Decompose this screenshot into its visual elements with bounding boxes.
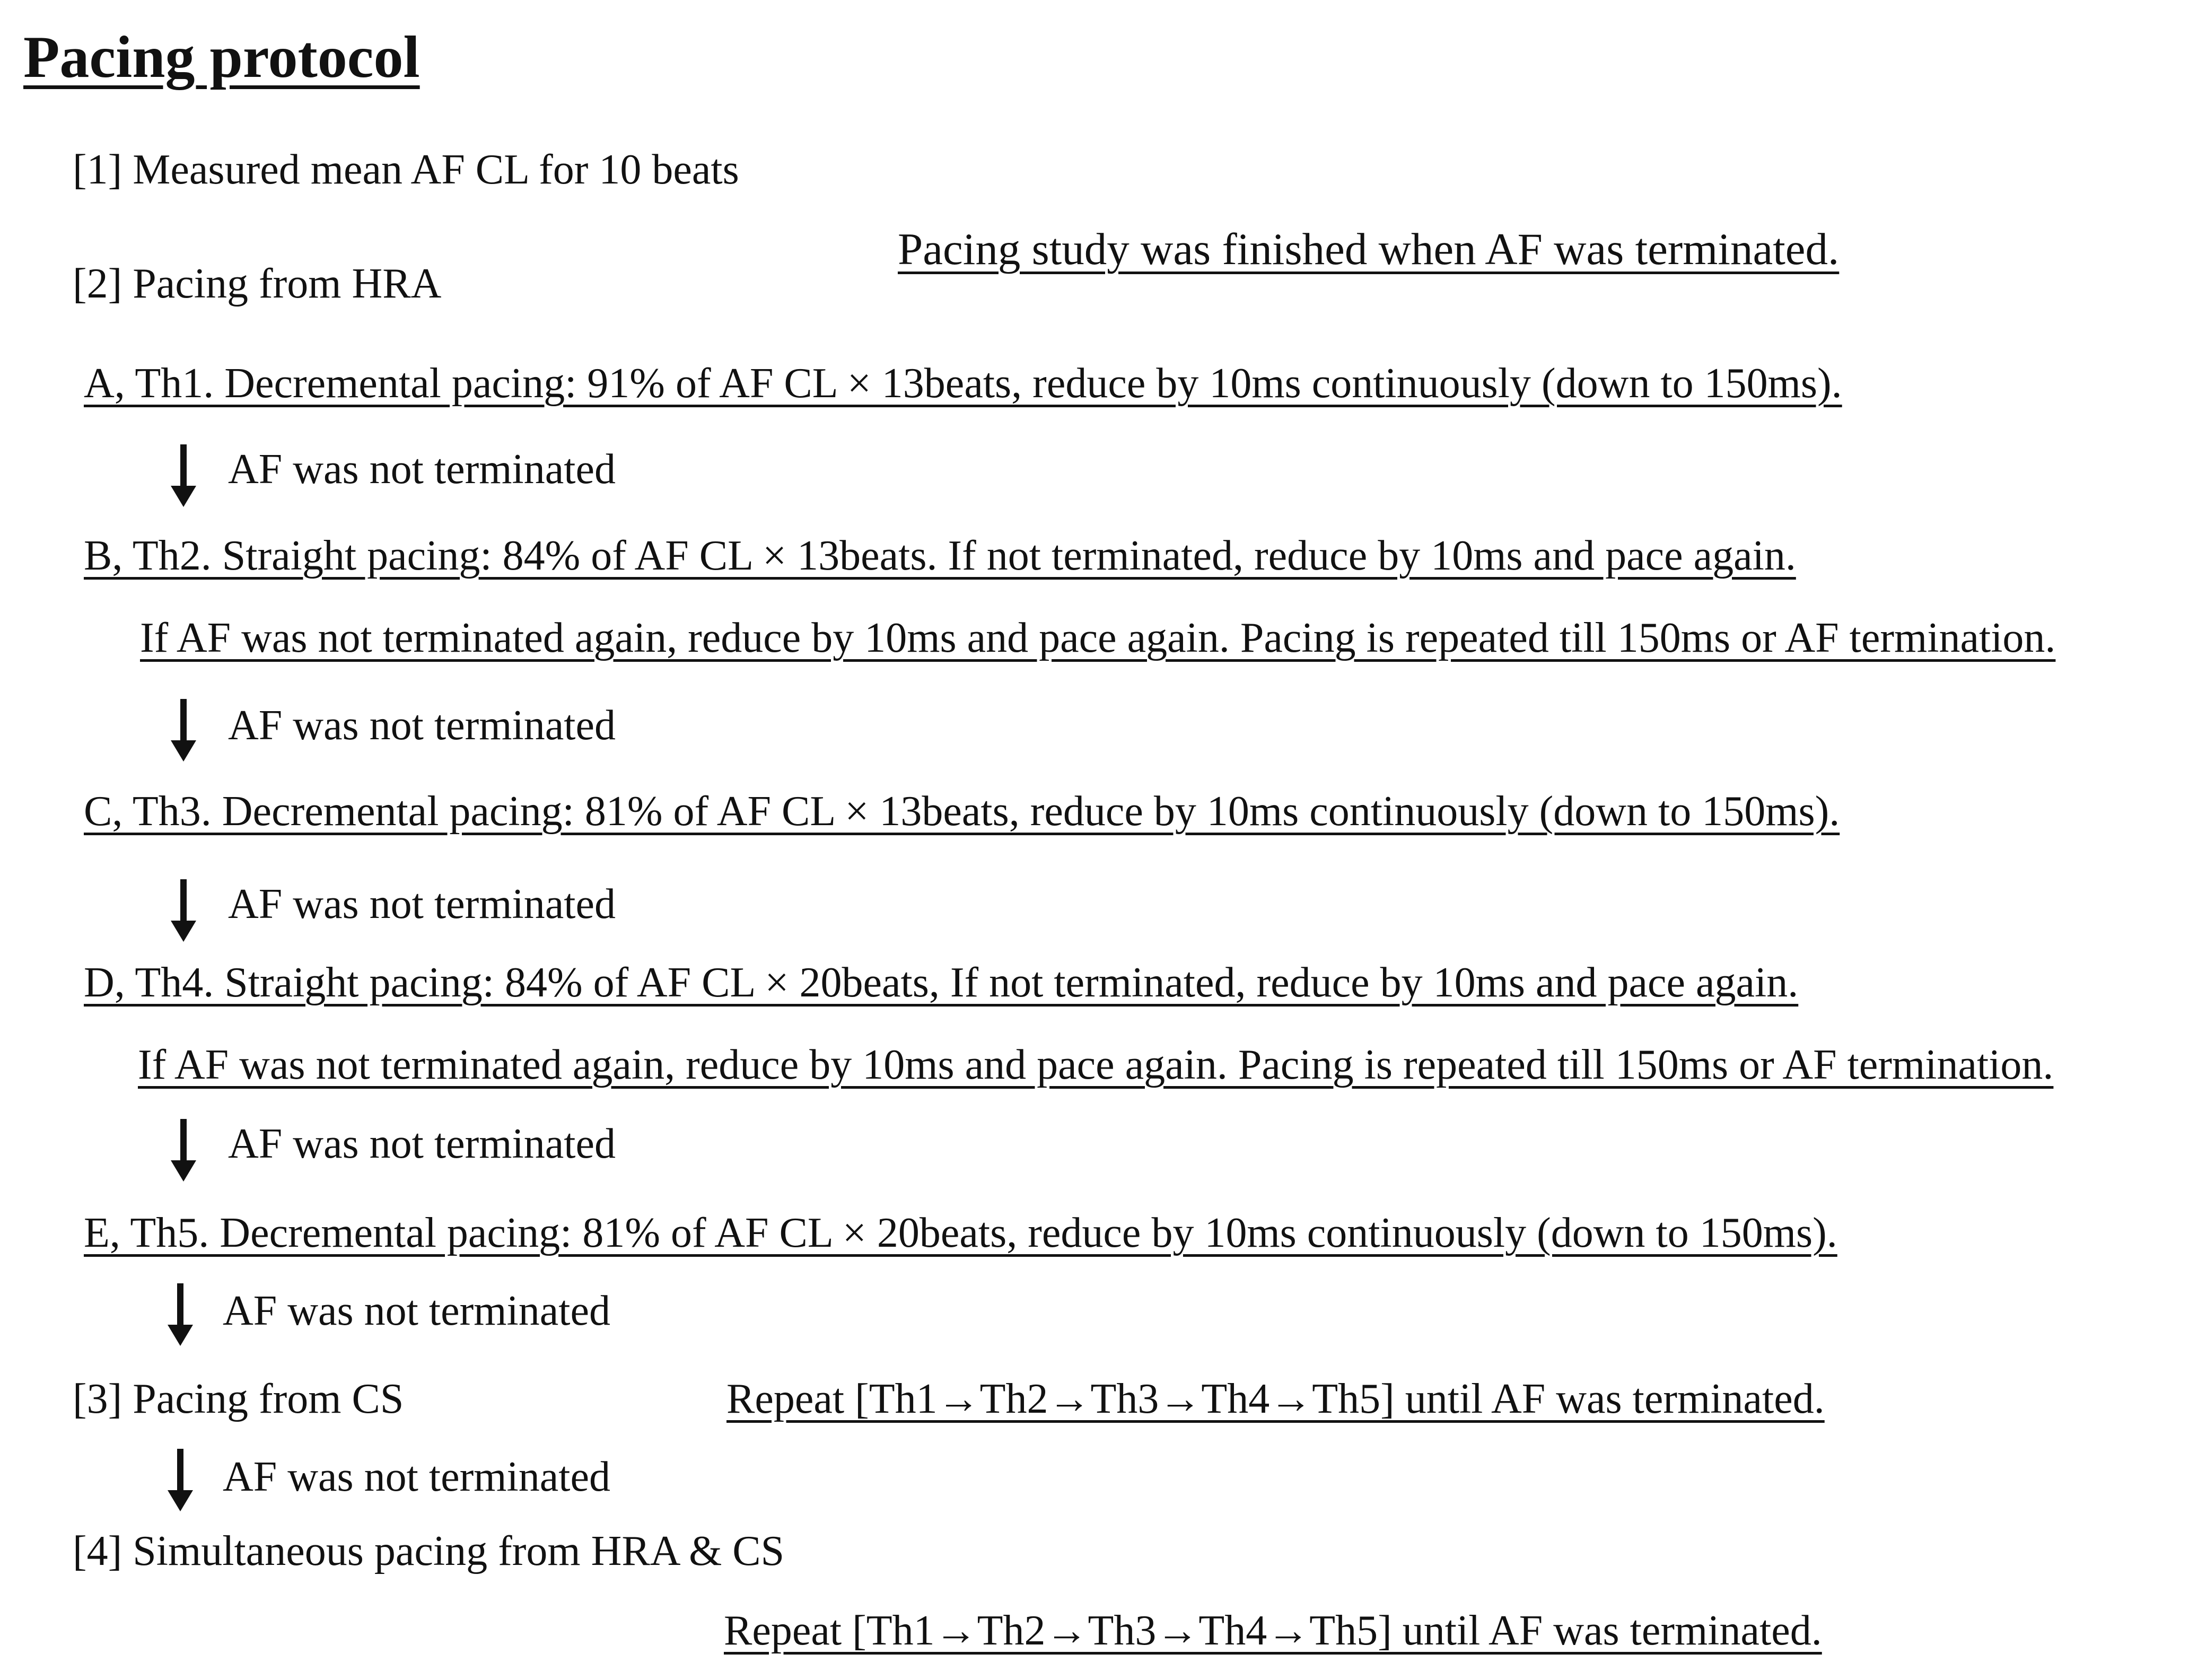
not-terminated-label: AF was not terminated — [228, 881, 616, 928]
not-terminated-label: AF was not terminated — [228, 1121, 616, 1167]
not-terminated-label: AF was not terminated — [228, 446, 616, 493]
not-terminated-label: AF was not terminated — [228, 702, 616, 749]
page-title: Pacing protocol — [23, 24, 420, 90]
protocol-d-th4-line1: D, Th4. Straight pacing: 84% of AF CL × 20beats, If not terminated, reduce by 10ms and pace again. — [84, 959, 1799, 1006]
down-arrow-icon — [168, 444, 199, 507]
protocol-b-th2-line1: B, Th2. Straight pacing: 84% of AF CL × 13beats. If not terminated, reduce by 10ms and pace again. — [84, 532, 1796, 579]
finish-note: Pacing study was finished when AF was terminated. — [898, 224, 1840, 274]
protocol-a-th1: A, Th1. Decremental pacing: 91% of AF CL × 13beats, reduce by 10ms continuously (down to 150ms). — [84, 360, 1842, 407]
down-arrow-icon — [168, 1119, 199, 1182]
down-arrow-icon — [168, 699, 199, 762]
step-2-pacing-hra: [2] Pacing from HRA — [73, 260, 442, 307]
down-arrow-icon — [164, 1449, 196, 1511]
not-terminated-label: AF was not terminated — [223, 1288, 610, 1334]
down-arrow-icon — [164, 1283, 196, 1346]
protocol-e-th5: E, Th5. Decremental pacing: 81% of AF CL × 20beats, reduce by 10ms continuously (down to 150ms). — [84, 1210, 1837, 1256]
repeat-note-simultaneous: Repeat [Th1→Th2→Th3→Th4→Th5] until AF was terminated. — [724, 1607, 1822, 1654]
step-3-pacing-cs: [3] Pacing from CS — [73, 1376, 404, 1422]
protocol-b-th2-line2: If AF was not terminated again, reduce by 10ms and pace again. Pacing is repeated till 150ms or AF termination. — [140, 615, 2056, 661]
not-terminated-label: AF was not terminated — [223, 1454, 610, 1500]
step-1-measure: [1] Measured mean AF CL for 10 beats — [73, 146, 739, 193]
protocol-c-th3: C, Th3. Decremental pacing: 81% of AF CL × 13beats, reduce by 10ms continuously (down to 150ms). — [84, 788, 1840, 835]
protocol-d-th4-line2: If AF was not terminated again, reduce by 10ms and pace again. Pacing is repeated till 150ms or AF termination. — [138, 1042, 2054, 1088]
repeat-note-cs: Repeat [Th1→Th2→Th3→Th4→Th5] until AF was terminated. — [726, 1376, 1825, 1422]
step-4-simultaneous-pacing: [4] Simultaneous pacing from HRA & CS — [73, 1528, 785, 1574]
down-arrow-icon — [168, 879, 199, 942]
